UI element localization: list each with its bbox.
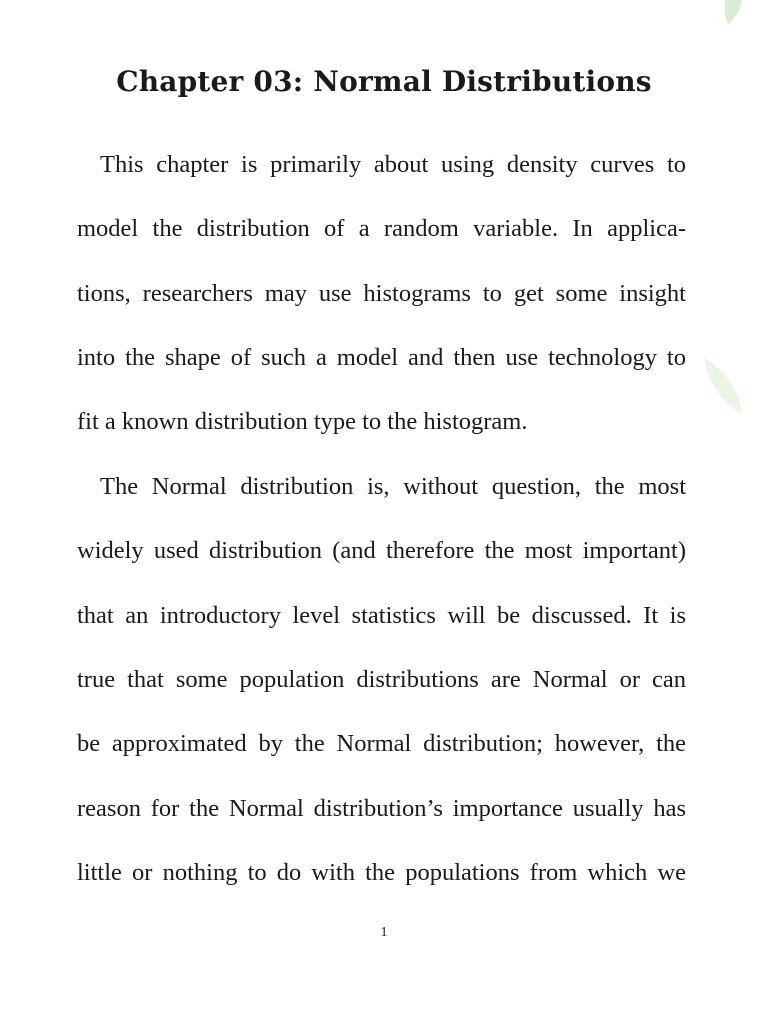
chapter-title: Chapter 03: Normal Distributions [116,65,652,98]
paragraph-2-line-6: reason for the Normal distribution’s importance usually has [77,795,686,822]
leaf-decoration-icon [716,0,748,26]
paragraph-1-line-2: model the distribution of a random variable. In applica- [77,215,686,242]
paragraph-2-line-5: be approximated by the Normal distribution; however, the [77,730,686,757]
paragraph-2-line-7: little or nothing to do with the populations from which we [77,859,686,886]
paragraph-1-line-4: into the shape of such a model and then use technology to [77,344,686,371]
paragraph-1-line-3: tions, researchers may use histograms to get some insight [77,280,686,307]
leaf-decoration-icon [700,348,746,418]
paragraph-1-line-5: fit a known distribution type to the histogram. [77,408,528,435]
paragraph-2-line-1: The Normal distribution is, without question, the most [100,473,686,500]
paragraph-2-line-2: widely used distribution (and therefore the most important) [77,537,686,564]
paragraph-2-line-3: that an introductory level statistics will be discussed. It is [77,602,686,629]
paragraph-2-line-4: true that some population distributions are Normal or can [77,666,686,693]
page-number: 1 [380,925,388,940]
paragraph-1-line-1: This chapter is primarily about using density curves to [100,151,686,178]
